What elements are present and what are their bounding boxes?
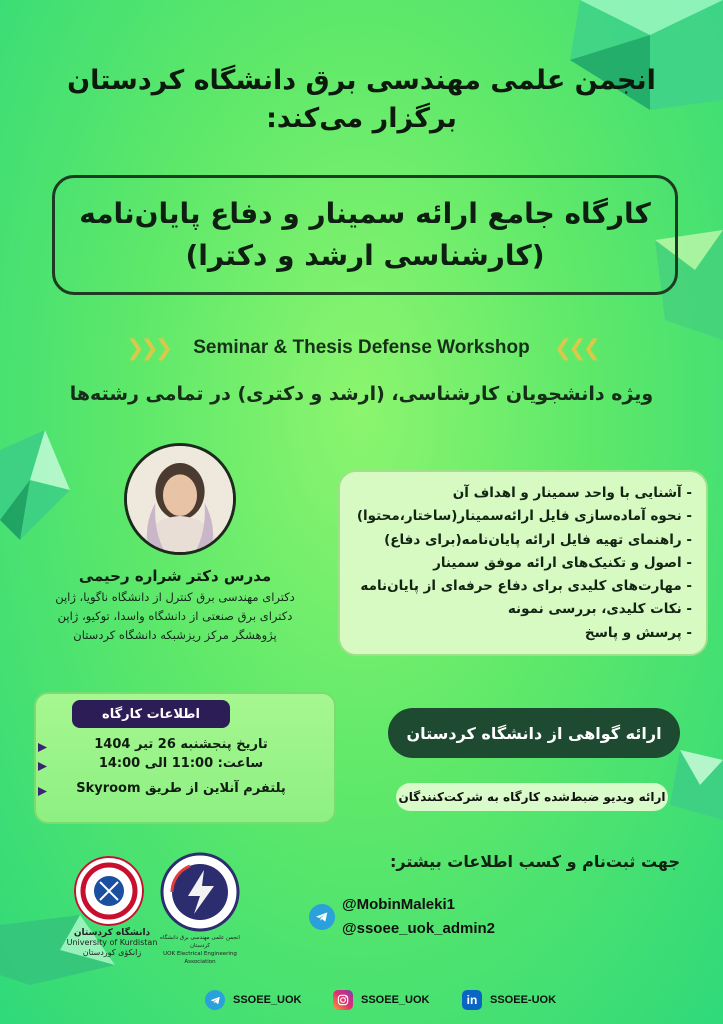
ssoee-name-fa: انجمن علمی مهندسی برق دانشگاه کردستان [160, 935, 240, 949]
english-subtitle: Seminar & Thesis Defense Workshop [193, 337, 530, 358]
workshop-time: ساعت: 11:00 الی 14:00 [98, 756, 264, 771]
topics-box [338, 470, 708, 656]
workshop-platform: پلتفرم آنلاین از طریق Skyroom [76, 781, 286, 796]
footer-telegram-handle: SSOEE_UOK [233, 994, 302, 1006]
audience-text: ویژه دانشجویان کارشناسی، (ارشد و دکتری) در تمامی رشته‌ها [69, 383, 654, 405]
ssoee-caption [150, 934, 250, 966]
crystal-decoration-bottom-right [670, 750, 723, 820]
uok-name-fa: دانشگاه کردستان [73, 928, 151, 938]
linkedin-icon: in [462, 990, 482, 1010]
uok-name-ku: زانکۆی کوردستان [82, 948, 142, 957]
uok-name-en: University of Kurdistan [66, 938, 158, 947]
workshop-title-line-1: کارگاه جامع ارائه سمینار و دفاع پایان‌نامه [79, 197, 651, 230]
organizer-line-2: برگزار می‌کند: [266, 103, 457, 134]
telegram-icon [205, 990, 225, 1010]
footer-linkedin-link[interactable] [462, 990, 556, 1010]
crystal-decoration-left [0, 430, 70, 540]
chevron-arrows-icon: ❮❮❮ [553, 335, 598, 361]
instructor-bio-line: دکترای مهندسی برق کنترل از دانشگاه ناگویا، ژاپن [55, 590, 295, 604]
university-of-kurdistan-caption [62, 928, 162, 958]
english-subtitle-row [70, 332, 653, 364]
university-of-kurdistan-logo [74, 856, 144, 926]
instructor-photo [124, 443, 236, 555]
contact-handle-link[interactable]: @MobinMaleki1 [342, 896, 455, 913]
contact-handle-link[interactable]: @ssoee_uok_admin2 [342, 920, 496, 937]
topic-item: - نحوه آماده‌سازی فایل ارائه‌سمینار(ساختار،محتوا) [356, 508, 692, 525]
footer-linkedin-handle: SSOEE-UOK [490, 994, 557, 1006]
ssoee-association-logo [160, 852, 240, 932]
telegram-icon [309, 904, 335, 930]
footer-telegram-link[interactable] [205, 990, 301, 1010]
topic-item: - راهنمای تهیه فایل ارائه پایان‌نامه(برای دفاع) [384, 531, 692, 548]
instructor-bio-line: دکترای برق صنعتی از دانشگاه واسدا، توکیو، ژاپن [57, 609, 293, 623]
footer-instagram-handle: SSOEE_UOK [361, 994, 430, 1006]
contact-handles [342, 893, 495, 941]
ssoee-name-en: UOK Electrical Engineering Association [163, 951, 237, 965]
instagram-icon [333, 990, 353, 1010]
workshop-date: تاریخ پنجشنبه 26 تیر 1404 [94, 737, 268, 752]
register-label: جهت ثبت‌نام و کسب اطلاعات بیشتر: [390, 852, 680, 871]
instructor-bio-line: پژوهشگر مرکز ریزشبکه دانشگاه کردستان [73, 628, 277, 642]
workshop-title-box [52, 175, 678, 295]
organizer-title [40, 62, 683, 138]
certificate-badge: ارائه گواهی از دانشگاه کردستان [388, 708, 680, 758]
workshop-info-heading: اطلاعات کارگاه [72, 700, 230, 728]
organizer-line-1: انجمن علمی مهندسی برق دانشگاه کردستان [67, 65, 656, 96]
topic-item: - مهارت‌های کلیدی برای دفاع حرفه‌ای از پایان‌نامه [360, 578, 692, 595]
topic-item: - نکات کلیدی، بررسی نمونه [507, 601, 692, 618]
topic-item: - اصول و تکنیک‌های ارائه موفق سمینار [433, 554, 692, 571]
instructor-bio [30, 588, 320, 645]
workshop-title-line-2: (کارشناسی ارشد و دکترا) [185, 239, 545, 272]
topic-item: - پرسش و پاسخ [584, 624, 692, 641]
footer-instagram-link[interactable] [333, 990, 429, 1010]
chevron-arrows-icon: ❯❯❯ [125, 335, 170, 361]
instructor-avatar-icon [127, 446, 233, 552]
video-note: ارائه ویدیو ضبط‌شده کارگاه به شرکت‌کنندگان [396, 783, 668, 811]
instructor-name: مدرس دکتر شراره رحیمی [78, 567, 272, 585]
topic-item: - آشنایی با واحد سمینار و اهداف آن [452, 485, 692, 501]
